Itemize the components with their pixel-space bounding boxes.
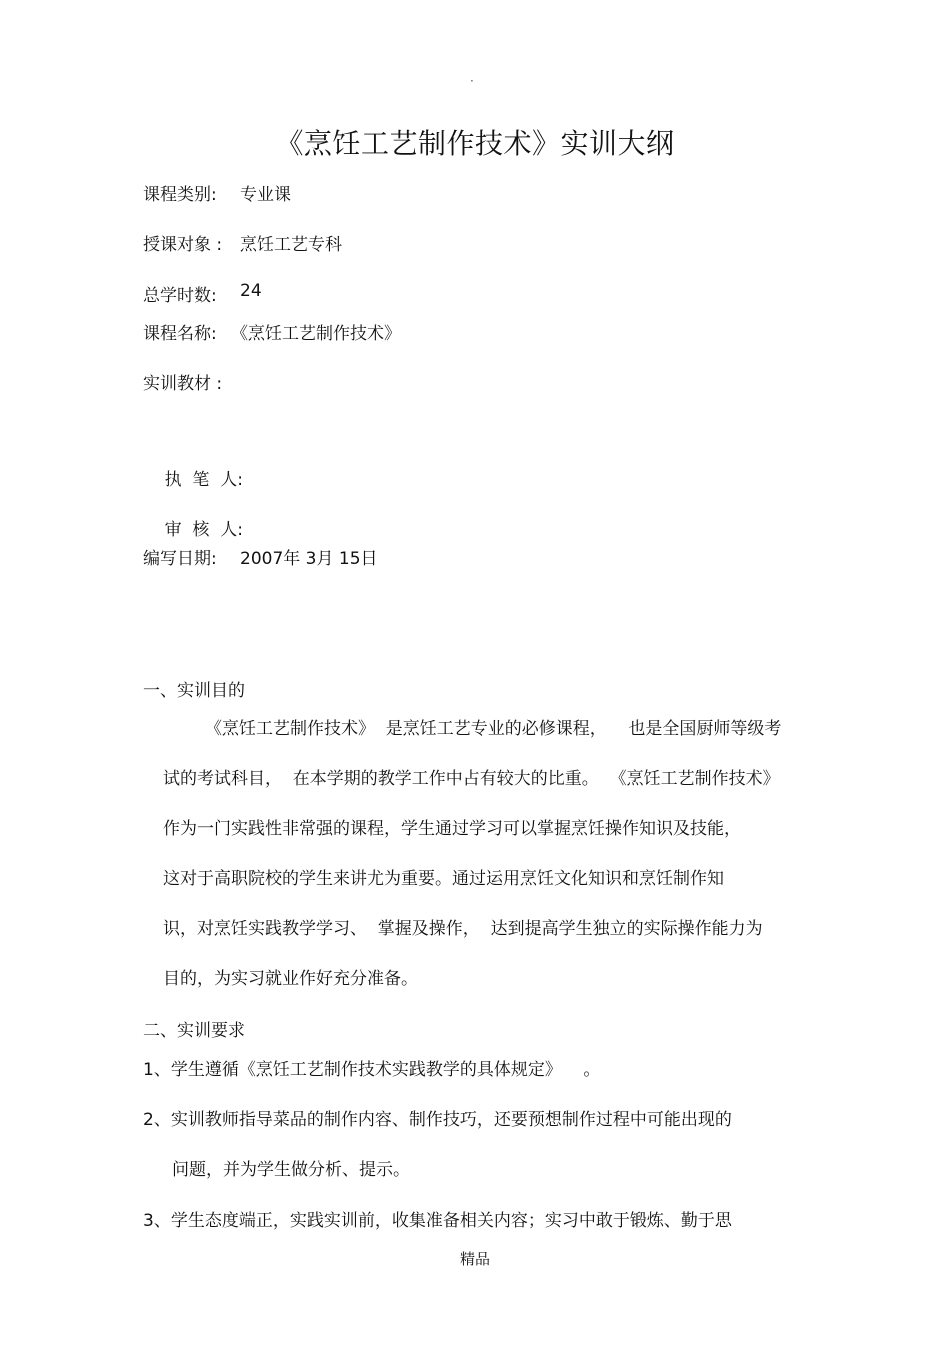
meta-label: 课程类别: <box>143 185 217 205</box>
paragraph-line: 这对于高职院校的学生来讲尤为重要。通过运用烹饪文化知识和烹饪制作知 <box>163 869 724 889</box>
section-heading-objective: 一、实训目的 <box>143 681 245 701</box>
meta-label: 总学时数: <box>143 286 217 306</box>
paragraph-line: 《烹饪工艺制作技术》 是烹饪工艺专业的必修课程， 也是全国厨师等级考 <box>205 719 782 739</box>
list-item: 3、学生态度端正，实践实训前，收集准备相关内容；实习中敢于锻炼、勤于思 <box>143 1211 732 1231</box>
meta-row-date <box>143 544 378 569</box>
list-item: 2、实训教师指导菜品的制作内容、制作技巧，还要预想制作过程中可能出现的 <box>143 1110 732 1130</box>
meta-row-textbook <box>143 369 222 394</box>
meta-row-total-hours <box>143 281 262 306</box>
meta-label: 课程名称: <box>143 324 217 344</box>
meta-value: 2007年 3月 15日 <box>240 549 378 569</box>
list-item: 1、学生遵循《烹饪工艺制作技术实践教学的具体规定》 。 <box>143 1060 601 1080</box>
meta-value: 烹饪工艺专科 <box>240 235 342 255</box>
list-item-continuation: 问题，并为学生做分析、提示。 <box>172 1160 410 1180</box>
paragraph-line: 试的考试科目， 在本学期的教学工作中占有较大的比重。 《烹饪工艺制作技术》 <box>163 769 780 789</box>
page-footer: 精品 <box>459 1250 490 1268</box>
paragraph-line: 目的，为实习就业作好充分准备。 <box>163 969 418 989</box>
meta-value: 专业课 <box>240 185 291 205</box>
section-heading-requirements: 二、实训要求 <box>143 1021 245 1041</box>
meta-label: 审 核 人: <box>164 520 243 540</box>
meta-row-audience <box>143 230 342 255</box>
meta-label: 执 笔 人: <box>164 470 243 490</box>
header-mark: · <box>470 74 474 88</box>
page-title: 《烹饪工艺制作技术》实训大纲 <box>275 127 675 160</box>
paragraph-line: 识，对烹饪实践教学学习、 掌握及操作， 达到提高学生独立的实际操作能力为 <box>163 919 763 939</box>
meta-label: 实训教材 : <box>143 374 223 394</box>
meta-row-course-category <box>143 180 291 205</box>
paragraph-line: 作为一门实践性非常强的课程，学生通过学习可以掌握烹饪操作知识及技能， <box>163 819 741 839</box>
meta-row-course-name <box>143 319 401 344</box>
meta-value: 《烹饪工艺制作技术》 <box>231 324 401 344</box>
meta-label: 授课对象 : <box>143 235 223 255</box>
meta-label: 编写日期: <box>143 549 217 569</box>
meta-value: 24 <box>240 281 262 301</box>
